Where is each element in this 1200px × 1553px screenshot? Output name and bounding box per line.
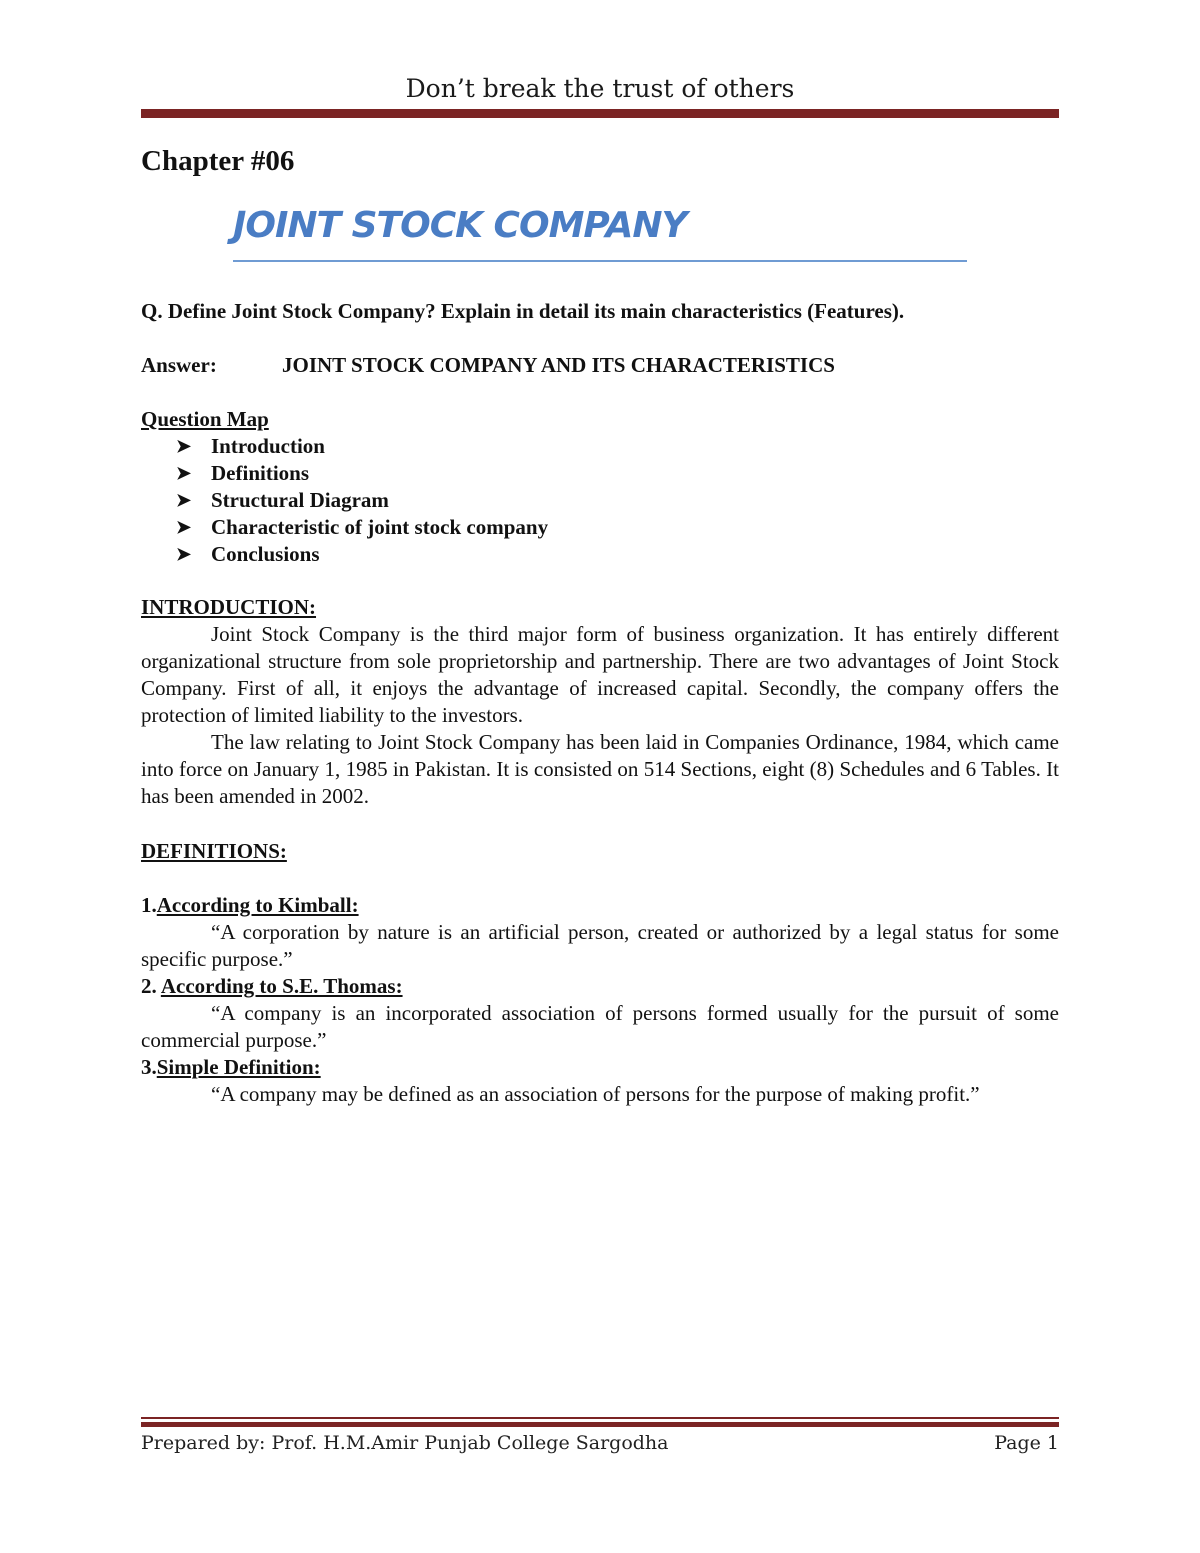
definition-quote: “A company may be defined as an association of persons for the purpose of making profit.”: [211, 1082, 980, 1106]
footer-author: Prepared by: Prof. H.M.Amir Punjab College Sargodha: [141, 1432, 669, 1454]
question-map-list: [176, 433, 548, 568]
introduction-paragraph: Joint Stock Company is the third major form of business organization. It has entirely different organizational structure from sole proprietorship and partnership. There are two advantages of Joint Stock Company. First of all, it enjoys the advantage of increased capital. Secondly, the company offers the protection of limited liability to the investors.: [141, 622, 1059, 727]
footer-rule-bottom: [141, 1422, 1059, 1427]
definition-title: 1.According to Kimball:: [141, 893, 359, 917]
list-item: ➤ Introduction: [176, 434, 325, 458]
list-item: ➤ Characteristic of joint stock company: [176, 515, 549, 539]
arrow-bullet-icon: ➤: [176, 436, 192, 456]
header-rule: [141, 109, 1059, 118]
answer-line: [141, 352, 1059, 379]
arrow-bullet-icon: ➤: [176, 517, 192, 537]
list-item: ➤ Structural Diagram: [176, 488, 389, 512]
introduction-section: [141, 594, 1059, 810]
arrow-bullet-icon: ➤: [176, 463, 192, 483]
arrow-bullet-icon: ➤: [176, 544, 192, 564]
introduction-heading: INTRODUCTION:: [141, 595, 317, 619]
definition-quote: “A company is an incorporated association of persons formed usually for the pursuit of some commercial purpose.”: [141, 1001, 1059, 1052]
definitions-heading: DEFINITIONS:: [141, 839, 287, 863]
question-map-heading: Question Map: [141, 407, 269, 431]
page-header-title: Don’t break the trust of others: [405, 74, 795, 103]
chapter-number: Chapter #06: [141, 145, 295, 177]
definition-title: 3.Simple Definition:: [141, 1055, 321, 1079]
list-item: ➤ Conclusions: [176, 542, 320, 566]
arrow-bullet-icon: ➤: [176, 490, 192, 510]
answer-label: Answer:: [141, 353, 217, 377]
title-underline: [233, 260, 967, 262]
answer-text: JOINT STOCK COMPANY AND ITS CHARACTERISTICS: [282, 353, 835, 377]
definitions-section: [141, 892, 1059, 1108]
list-item: ➤ Definitions: [176, 461, 310, 485]
definition-title: 2. According to S.E. Thomas:: [141, 974, 403, 998]
question-text: Q. Define Joint Stock Company? Explain in detail its main characteristics (Features).: [141, 299, 905, 323]
page-number: Page 1: [994, 1432, 1059, 1454]
introduction-paragraph: The law relating to Joint Stock Company has been laid in Companies Ordinance, 1984, which came into force on January 1, 1985 in Pakistan. It is consisted on 514 Sections, eight (8) Schedules and 6 Tables. It has been amended in 2002.: [141, 730, 1059, 808]
page-footer: [141, 1432, 1059, 1454]
document-title: JOINT STOCK COMPANY: [233, 205, 687, 246]
definition-quote: “A corporation by nature is an artificial person, created or authorized by a legal status for some specific purpose.”: [141, 920, 1059, 971]
footer-rule-top: [141, 1417, 1059, 1419]
